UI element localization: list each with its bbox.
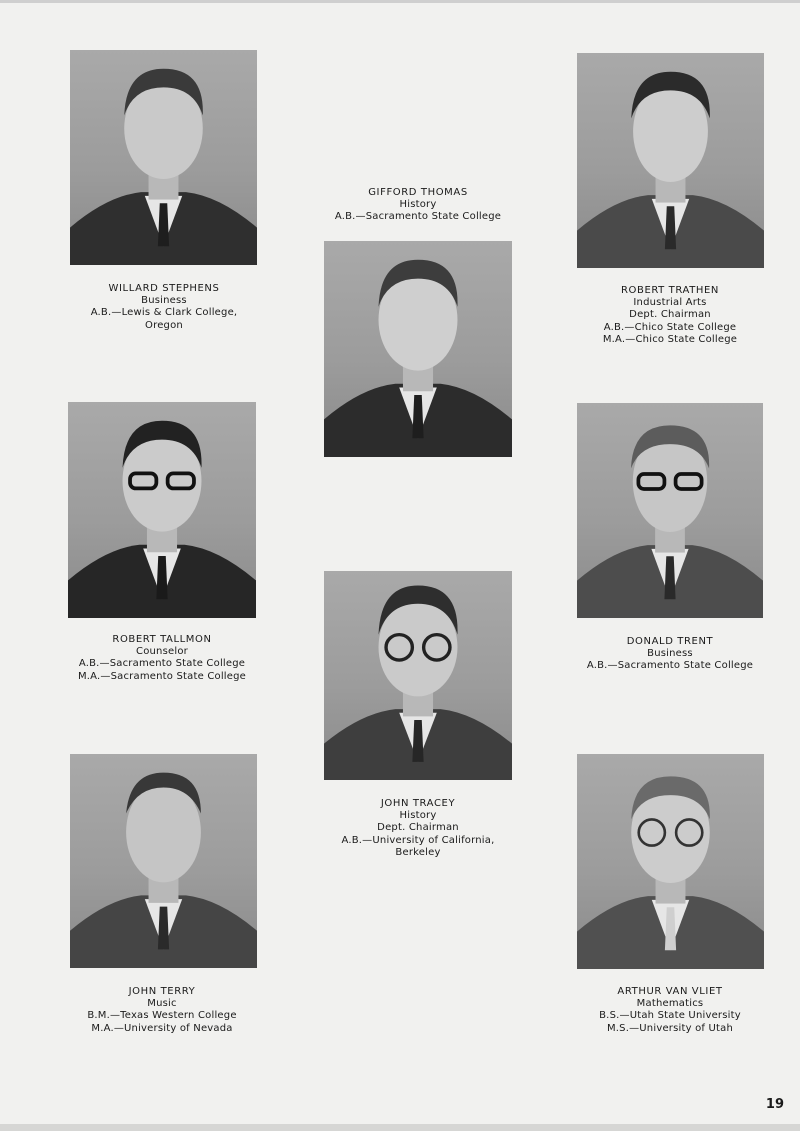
faculty-detail: A.B.—Sacramento State College (334, 211, 502, 223)
portrait-photo-thomas (324, 241, 512, 457)
portrait-photo-vanvliet (577, 754, 764, 969)
faculty-detail: Industrial Arts (633, 297, 707, 309)
faculty-name: JOHN TERRY (128, 986, 196, 997)
faculty-detail: M.A.—University of Nevada (91, 1022, 233, 1034)
caption-terry (62, 986, 262, 1035)
caption-trathen (570, 285, 770, 346)
caption-tallmon (62, 634, 262, 683)
faculty-detail: Berkeley (395, 846, 441, 858)
caption-tracey (318, 798, 518, 859)
portrait-photo-stephens (70, 50, 257, 265)
faculty-detail: Dept. Chairman (629, 309, 711, 321)
faculty-detail: A.B.—Chico State College (603, 321, 737, 333)
faculty-name: DONALD TRENT (626, 636, 714, 647)
portrait-photo-trent (577, 403, 763, 618)
faculty-detail: M.A.—Chico State College (602, 333, 738, 345)
faculty-detail: History (399, 199, 437, 211)
faculty-detail: A.B.—Sacramento State College (586, 660, 754, 672)
faculty-detail: Business (141, 295, 187, 307)
faculty-name: ROBERT TALLMON (112, 634, 212, 645)
faculty-name: ARTHUR VAN VLIET (617, 986, 723, 997)
portrait-photo-tracey (324, 571, 512, 780)
faculty-detail: Mathematics (636, 998, 704, 1010)
faculty-detail: A.B.—Lewis & Clark College, (90, 307, 238, 319)
faculty-detail: Music (147, 998, 177, 1010)
faculty-detail: A.B.—Sacramento State College (78, 658, 246, 670)
portrait-photo-trathen (577, 53, 764, 268)
portrait-photo-terry (70, 754, 257, 968)
faculty-name: GIFFORD THOMAS (368, 187, 468, 198)
caption-trent (570, 636, 770, 673)
caption-thomas (318, 187, 518, 224)
faculty-detail: A.B.—University of California, (341, 834, 495, 846)
faculty-detail: B.S.—Utah State University (599, 1010, 741, 1022)
faculty-name: ROBERT TRATHEN (620, 285, 720, 296)
portrait-photo-tallmon (68, 402, 256, 618)
caption-vanvliet (570, 986, 770, 1035)
page-number: 19 (765, 1097, 784, 1112)
faculty-detail: History (399, 810, 437, 822)
caption-stephens (64, 283, 264, 332)
faculty-detail: Business (647, 648, 693, 660)
faculty-detail: Dept. Chairman (377, 822, 459, 834)
faculty-detail: B.M.—Texas Western College (87, 1010, 237, 1022)
faculty-name: WILLARD STEPHENS (108, 283, 220, 294)
faculty-detail: M.A.—Sacramento State College (77, 670, 247, 682)
faculty-name: JOHN TRACEY (380, 798, 456, 809)
faculty-detail: M.S.—University of Utah (606, 1022, 734, 1034)
faculty-detail: Counselor (136, 646, 188, 658)
page-bottom-edge (0, 1124, 800, 1131)
faculty-detail: Oregon (145, 319, 183, 331)
page-top-edge (0, 0, 800, 3)
